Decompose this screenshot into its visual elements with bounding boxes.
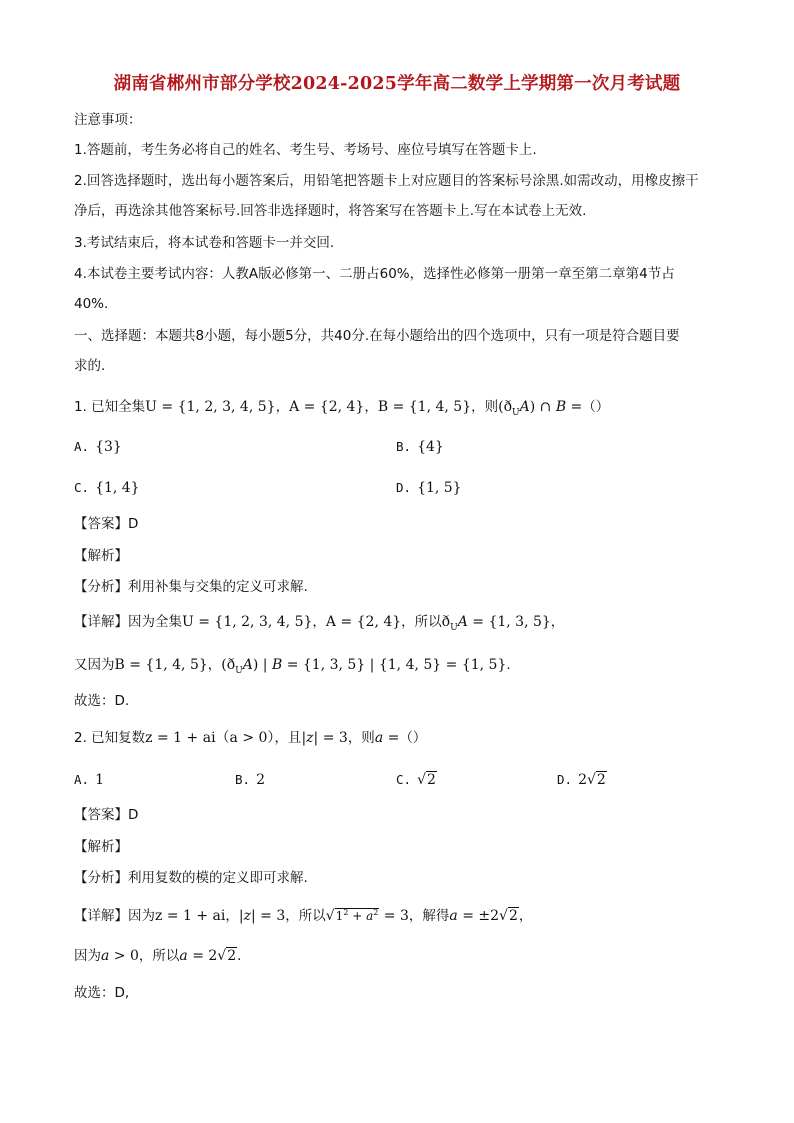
q1-option-a-value: {3}	[95, 439, 122, 455]
q1-xj-text-2: ，所以	[401, 614, 442, 630]
q2-fenxi	[74, 868, 308, 888]
q1-xiangjie-line-1: 【详解】因为全集U = {1, 2, 3, 4, 5}，A = {2, 4}，所以$ð_UA = \{1$, 3, 5}，	[74, 614, 565, 633]
q1-option-d-label: D.	[396, 480, 412, 495]
q2-option-d-label: D.	[557, 772, 573, 787]
section-1-line-1: 一、选择题：本题共8小题，每小题5分，共40分.在每小题给出的四个选项中，只有一项是符合题目要	[74, 328, 680, 344]
q1-answer	[74, 514, 138, 534]
q2-xj-modulus: |z| = 3	[238, 908, 286, 924]
q1-fenxi-text: 利用补集与交集的定义可求解.	[128, 579, 308, 595]
q2-option-b-label: B.	[235, 772, 251, 787]
note-3: 3.考试结束后，将本试卷和答题卡一并交回.	[74, 235, 335, 251]
q1-option-b-label: B.	[396, 439, 412, 454]
q2-option-c-label: C.	[396, 772, 412, 787]
q1-fenxi-tag: 【分析】	[74, 579, 128, 595]
q1-xj-set-B: B = {1, 4, 5}	[114, 657, 208, 673]
q1-analysis-tag: 【解析】	[74, 548, 128, 564]
q2-modulus: |z| = 3	[301, 730, 348, 746]
q2-option-b	[235, 770, 265, 790]
q1-option-b-value: {4}	[417, 439, 444, 455]
q2-fenxi-tag: 【分析】	[74, 870, 128, 886]
q2-answer	[74, 805, 138, 825]
q2-option-d-value: 2√2	[578, 772, 606, 788]
q1-xj-intersection: $(ð_UA)$ | B = {1, 3, 5} | {1, 4, 5} = {1, 5}	[221, 657, 507, 676]
note-4-line-1: 4.本试卷主要考试内容：人教A版必修第一、二册占60%，选择性必修第一册第一章至第二章第4节占	[74, 266, 675, 282]
q2-xj-positive: a > 0	[101, 948, 139, 964]
q1-option-c	[74, 478, 140, 498]
q1-xj-set-U: U = {1, 2, 3, 4, 5}	[182, 614, 313, 630]
q2-analysis-tag: 【解析】	[74, 839, 128, 855]
question-2-stem	[74, 728, 426, 748]
q2-conclusion: 故选：D,	[74, 985, 130, 1001]
note-2-line-1: 2.回答选择题时，选出每小题答案后，用铅笔把答题卡上对应题目的答案标号涂黑.如需改动，用橡皮擦干	[74, 173, 699, 189]
q2-xj-solution: a = ±2√2	[449, 908, 518, 924]
q2-xj-text-4: 因为	[74, 948, 101, 964]
q2-option-b-value: 2	[256, 772, 265, 788]
q2-xj-text-2: ，所以	[285, 908, 326, 924]
q1-option-c-value: {1, 4}	[95, 480, 140, 496]
q1-prefix: 1. 已知全集	[74, 399, 146, 415]
q2-xiangjie-line-1: 【详解】因为z = 1 + ai，|z| = 3，所以$√1^2 + a^2 = 3$，解得a = ±2√2，	[74, 908, 533, 924]
q2-condition: （a > 0）	[215, 730, 275, 746]
q2-option-a-label: A.	[74, 772, 90, 787]
q2-xiangjie-line-2: 因为a > 0，所以a = 2√2.	[74, 948, 242, 964]
q1-xiangjie-line-2: 又因为B = {1, 4, 5}，$(ð_UA)$ | B = {1, 3, 5} | {1, 4, 5} = {1, 5}.	[74, 657, 511, 676]
q1-blank: （）	[582, 399, 610, 415]
q2-xj-text-1: 因为	[128, 908, 155, 924]
q1-expression: $(ð_UA)$ ∩ B =	[498, 399, 583, 418]
q2-xj-final: a = 2√2	[179, 948, 237, 964]
q1-option-b	[396, 437, 444, 457]
q1-answer-value: D	[128, 516, 139, 532]
note-4-line-2: 40%.	[74, 296, 109, 312]
note-1: 1.答题前，考生务必将自己的姓名、考生号、考场号、座位号填写在答题卡上.	[74, 142, 537, 158]
section-1-line-2: 求的.	[74, 358, 106, 374]
q1-set-A: A = {2, 4}	[289, 399, 365, 415]
q2-option-c	[396, 770, 437, 790]
q2-option-a-value: 1	[95, 772, 104, 788]
q2-xj-sqrt-eq: $√1^2 + a^2 = 3$	[325, 908, 409, 924]
q1-xj-complement: $ð_UA = \{1$, 3, 5}	[441, 614, 551, 633]
q2-fenxi-text: 利用复数的模的定义即可求解.	[128, 870, 308, 886]
q2-blank: （）	[399, 730, 427, 746]
q1-xiangjie-tag: 【详解】	[74, 614, 128, 630]
q1-set-U: U = {1, 2, 3, 4, 5}	[145, 399, 276, 415]
q1-xj-text-3: 又因为	[74, 657, 115, 673]
q2-option-c-value: √2	[417, 772, 436, 788]
q2-a-eq: a =	[374, 730, 400, 746]
question-1-stem: 1. 已知全集U = {1, 2, 3, 4, 5}，A = {2, 4}，B = {1, 4, 5}，则$(ð_UA)$ ∩ B =（）	[74, 399, 610, 418]
q1-option-d	[396, 478, 462, 498]
q1-xj-set-A: A = {2, 4}	[325, 614, 402, 630]
q2-prefix: 2. 已知复数	[74, 730, 146, 746]
document-title: 湖南省郴州市部分学校2024-2025学年高二数学上学期第一次月考试题	[113, 74, 681, 94]
q1-option-c-label: C.	[74, 480, 90, 495]
note-2-line-2: 净后，再选涂其他答案标号.回答非选择题时，将答案写在答题卡上.写在本试卷上无效.	[74, 203, 587, 219]
q1-fenxi	[74, 577, 308, 597]
q2-xj-text-3: ，解得	[408, 908, 450, 924]
q2-option-a	[74, 770, 104, 790]
q1-option-a	[74, 437, 122, 457]
q2-answer-value: D	[128, 807, 139, 823]
q1-set-B: B = {1, 4, 5}	[377, 399, 472, 415]
q2-xj-z: z = 1 + ai	[155, 908, 226, 924]
q1-xj-text-1: 因为全集	[128, 614, 182, 630]
q2-ask: ，则	[347, 730, 375, 746]
q1-option-d-value: {1, 5}	[417, 480, 462, 496]
q2-z: z = 1 + ai	[145, 730, 216, 746]
notes-heading: 注意事项：	[74, 112, 142, 128]
q2-option-d	[557, 770, 607, 790]
q2-xj-text-5: ，所以	[138, 948, 180, 964]
q2-xiangjie-tag: 【详解】	[74, 908, 128, 924]
q2-mid: ，且	[274, 730, 302, 746]
q1-expr-head: (ð	[498, 399, 512, 415]
q1-conclusion: 故选：D.	[74, 693, 130, 709]
q1-answer-tag: 【答案】	[74, 516, 128, 532]
q2-answer-tag: 【答案】	[74, 807, 128, 823]
q1-ask: ，则	[471, 399, 499, 415]
q1-option-a-label: A.	[74, 439, 90, 454]
